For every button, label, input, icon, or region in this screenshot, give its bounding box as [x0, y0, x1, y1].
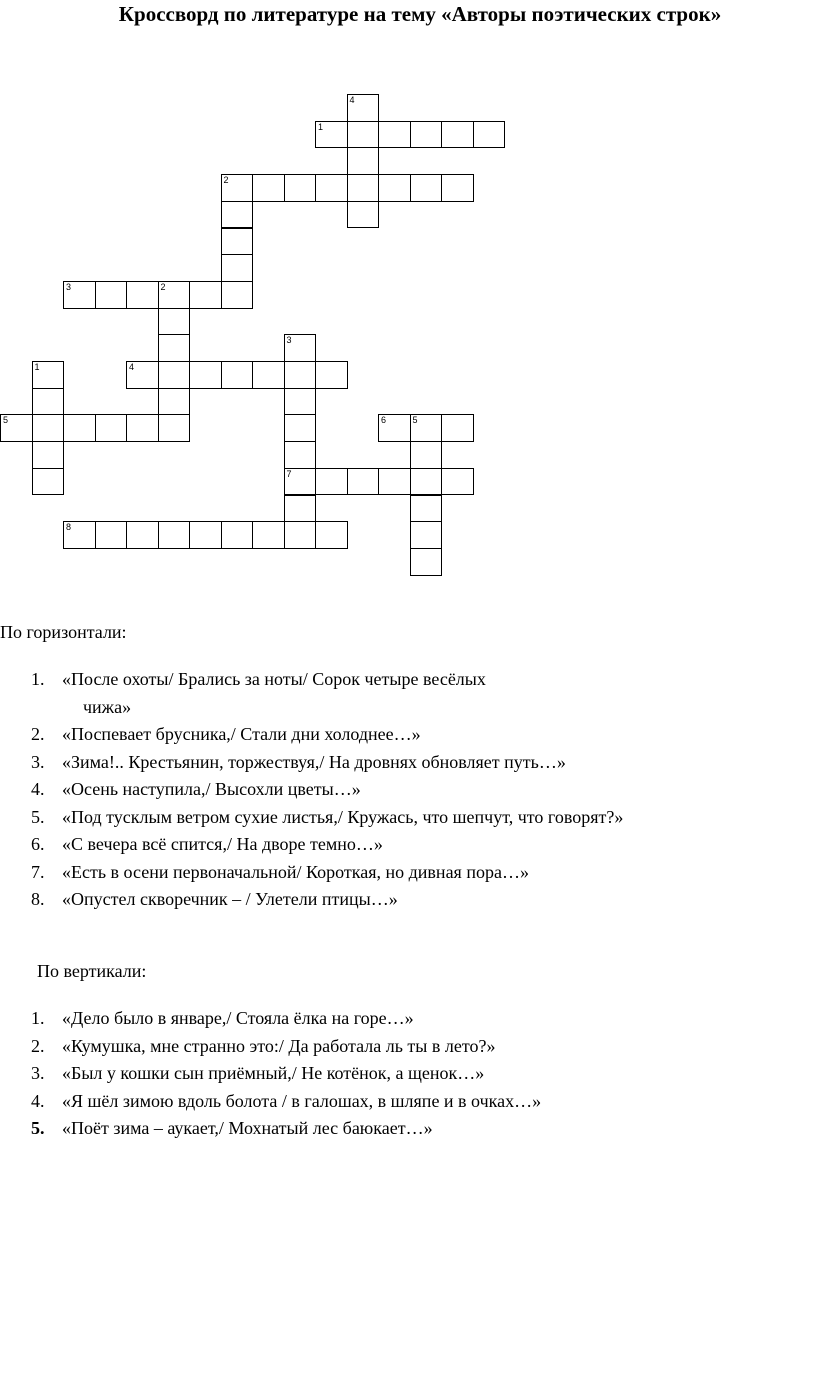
- crossword-cell[interactable]: [410, 121, 443, 149]
- crossword-cell[interactable]: [126, 521, 159, 549]
- down-clue-4: 4. «Я шёл зимою вдоль болота / в галошах, в шляпе и в очках…»: [31, 1090, 542, 1111]
- cell-number: 1: [34, 362, 40, 372]
- crossword-cell-numbered[interactable]: [63, 281, 96, 309]
- crossword-cell[interactable]: [95, 281, 128, 309]
- crossword-cell[interactable]: [32, 441, 65, 469]
- page-title: Кроссворд по литературе на тему «Авторы поэтических строк»: [118, 2, 722, 26]
- down-clue-5: 5. «Поёт зима – аукает,/ Мохнатый лес баюкает…»: [31, 1118, 433, 1138]
- crossword-cell[interactable]: [284, 361, 317, 389]
- cell-number: 2: [223, 175, 229, 186]
- crossword-cell[interactable]: [221, 228, 254, 256]
- crossword-cell[interactable]: [189, 281, 222, 309]
- crossword-cell[interactable]: [63, 414, 96, 442]
- crossword-cell-numbered[interactable]: [315, 121, 348, 149]
- across-clues: [0, 666, 623, 914]
- crossword-cell-numbered[interactable]: [0, 414, 33, 442]
- crossword-cell[interactable]: [284, 495, 317, 523]
- crossword-cell[interactable]: [32, 388, 65, 416]
- crossword-cell[interactable]: [189, 521, 222, 549]
- down-clue-3: 3. «Был у кошки сын приёмный,/ Не котёнок, а щенок…»: [31, 1063, 485, 1083]
- across-clue-8: 8. «Опустел скворечник – / Улетели птицы…»: [31, 889, 398, 909]
- crossword-cell[interactable]: [158, 308, 191, 336]
- crossword-cell[interactable]: [347, 121, 380, 149]
- crossword-cell[interactable]: [441, 414, 474, 442]
- crossword-cell[interactable]: [347, 147, 380, 175]
- cell-number: 5: [412, 415, 418, 426]
- crossword-cell[interactable]: [410, 441, 443, 469]
- crossword-cell-numbered[interactable]: [378, 414, 411, 442]
- crossword-cell[interactable]: [378, 121, 411, 149]
- crossword-cell[interactable]: [347, 468, 380, 496]
- crossword-cell[interactable]: [221, 201, 254, 229]
- down-heading: По вертикали:: [37, 961, 147, 981]
- across-clue-1: 1. «После охоты/ Брались за ноты/ Сорок четыре весёлых чижа»: [31, 669, 486, 717]
- across-clue-6: 6. «С вечера всё спится,/ На дворе темно…»: [31, 834, 383, 854]
- crossword-cell-numbered[interactable]: [347, 94, 380, 122]
- cell-number: 4: [349, 95, 355, 105]
- crossword-cell[interactable]: [284, 414, 317, 442]
- crossword-cell-numbered[interactable]: [126, 361, 159, 389]
- across-clue-5: 5. «Под тусклым ветром сухие листья,/ Кружась, что шепчут, что говорят?»: [31, 806, 624, 827]
- cell-number: 6: [381, 415, 387, 426]
- cell-number: 3: [66, 281, 72, 292]
- cell-number: 1: [318, 121, 324, 132]
- crossword-cell[interactable]: [95, 414, 128, 442]
- crossword-cell[interactable]: [315, 174, 348, 202]
- crossword-cell-numbered[interactable]: [410, 414, 443, 442]
- crossword-cell-numbered[interactable]: [221, 174, 254, 202]
- crossword-cell[interactable]: [32, 468, 65, 496]
- cell-number: 8: [66, 522, 72, 533]
- crossword-cell[interactable]: [158, 414, 191, 442]
- down-clue-1: 1. «Дело было в январе,/ Стояла ёлка на горе…»: [31, 1008, 414, 1028]
- crossword-cell[interactable]: [221, 254, 254, 282]
- crossword-cell[interactable]: [441, 174, 474, 202]
- crossword-cell[interactable]: [284, 388, 317, 416]
- crossword-cell-numbered[interactable]: [158, 281, 191, 309]
- across-clue-3: 3. «Зима!.. Крестьянин, торжествуя,/ На дровнях обновляет путь…»: [31, 751, 566, 772]
- crossword-cell[interactable]: [347, 201, 380, 229]
- crossword-cell[interactable]: [158, 388, 191, 416]
- cell-number: 2: [160, 281, 166, 292]
- crossword-cell[interactable]: [441, 121, 474, 149]
- crossword-cell[interactable]: [378, 174, 411, 202]
- crossword-cell[interactable]: [284, 521, 317, 549]
- crossword-cell[interactable]: [32, 414, 65, 442]
- across-clue-7: 7. «Есть в осени первоначальной/ Короткая, но дивная пора…»: [31, 861, 529, 882]
- cell-number: 7: [286, 468, 292, 479]
- down-clues: [0, 1005, 541, 1143]
- crossword-cell[interactable]: [252, 174, 285, 202]
- crossword-cell[interactable]: [221, 521, 254, 549]
- across-clue-4: 4. «Осень наступила,/ Высохли цветы…»: [31, 779, 361, 799]
- crossword-cell[interactable]: [410, 495, 443, 523]
- crossword-cell[interactable]: [378, 468, 411, 496]
- crossword-cell[interactable]: [252, 361, 285, 389]
- crossword-cell-numbered[interactable]: [63, 521, 96, 549]
- cell-number: 3: [286, 335, 292, 346]
- crossword-cell[interactable]: [410, 548, 443, 576]
- crossword-cell[interactable]: [410, 174, 443, 202]
- cell-number: 5: [3, 415, 9, 426]
- crossword-cell[interactable]: [126, 414, 159, 442]
- crossword-cell[interactable]: [315, 468, 348, 496]
- across-clue-2: 2. «Поспевает брусника,/ Стали дни холоднее…»: [31, 724, 421, 744]
- crossword-cell[interactable]: [126, 281, 159, 309]
- crossword-cell[interactable]: [252, 521, 285, 549]
- crossword-cell[interactable]: [441, 468, 474, 496]
- crossword-cell-numbered[interactable]: [32, 361, 65, 389]
- cell-number: 4: [129, 362, 135, 372]
- crossword-cell[interactable]: [158, 521, 191, 549]
- crossword-cell[interactable]: [158, 361, 191, 389]
- crossword-cell[interactable]: [95, 521, 128, 549]
- crossword-cell[interactable]: [410, 468, 443, 496]
- crossword-cell[interactable]: [284, 174, 317, 202]
- crossword-grid: [0, 0, 816, 600]
- crossword-cell[interactable]: [410, 521, 443, 549]
- crossword-cell[interactable]: [284, 441, 317, 469]
- crossword-cell[interactable]: [473, 121, 506, 149]
- down-clue-2: 2. «Кумушка, мне странно это:/ Да работала ль ты в лето?»: [31, 1035, 496, 1056]
- crossword-cell[interactable]: [221, 361, 254, 389]
- crossword-cell-numbered[interactable]: [284, 468, 317, 496]
- crossword-cell[interactable]: [315, 521, 348, 549]
- crossword-cell[interactable]: [189, 361, 222, 389]
- across-heading: По горизонтали:: [0, 622, 127, 642]
- crossword-cell[interactable]: [347, 174, 380, 202]
- crossword-cell[interactable]: [315, 361, 348, 389]
- crossword-cell-numbered[interactable]: [284, 334, 317, 362]
- crossword-cell[interactable]: [158, 334, 191, 362]
- crossword-cell[interactable]: [221, 281, 254, 309]
